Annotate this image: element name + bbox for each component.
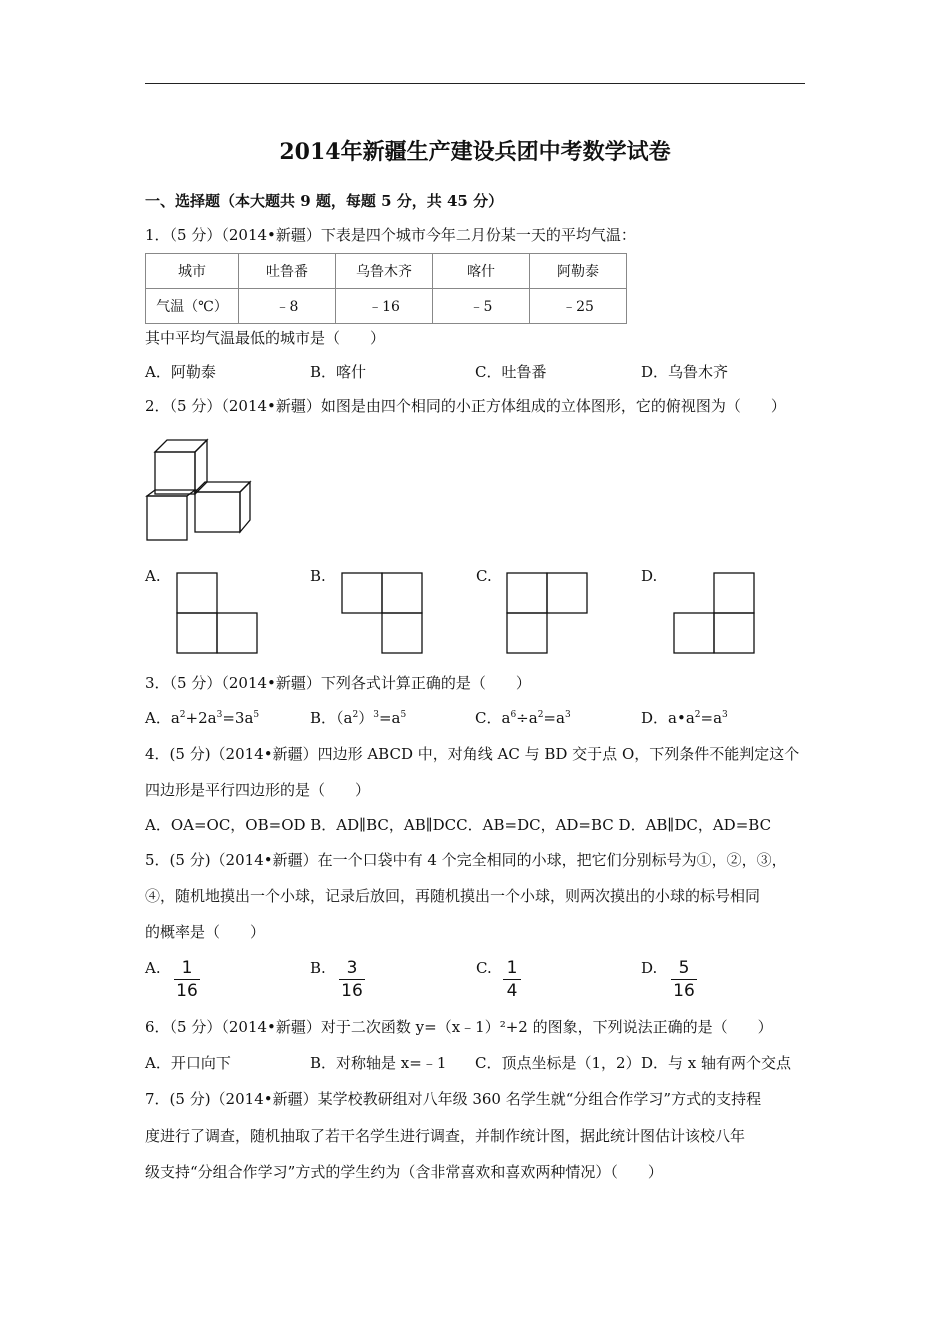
q6-option-b: B．对称轴是 x=﹣1	[310, 1054, 447, 1072]
temperature-table	[145, 253, 627, 324]
cube-solid-figure	[143, 436, 255, 544]
section-heading: 一、选择题（本大题共 9 题，每题 5 分，共 45 分）	[145, 192, 504, 210]
q7-stem-line2: 度进行了调查，随机抽取了若干名学生进行调查，并制作统计图，据此统计图估计该校八年	[145, 1127, 746, 1145]
top-view-option-a	[176, 572, 260, 654]
q7-stem-line1: 7．(5 分)（2014•新疆）某学校教研组对八年级 360 名学生就“分组合作学习”方式的支持程	[145, 1090, 762, 1108]
table-cell: ﹣25	[530, 289, 627, 324]
q1-option-a: A．阿勒泰	[145, 363, 216, 381]
q5-stem-line3: 的概率是（ ）	[145, 923, 266, 941]
table-cell: ﹣5	[433, 289, 530, 324]
table-row	[146, 289, 627, 324]
q2-stem: 2．（5 分）（2014•新疆）如图是由四个相同的小正方体组成的立体图形，它的俯视图为（ ）	[145, 397, 786, 415]
q3-option-a: A．$a^2+2a^3=3a^5$	[145, 709, 260, 727]
q3-stem: 3．（5 分）（2014•新疆）下列各式计算正确的是（ ）	[145, 674, 531, 692]
q7-stem-line3: 级支持“分组合作学习”方式的学生约为（含非常喜欢和喜欢两种情况）（ ）	[145, 1163, 663, 1181]
q5-option-d-fraction: 5 16	[671, 958, 697, 1001]
q3-option-c: C．$a^6\div a^2=a^3$	[475, 709, 571, 727]
q5-stem-line2: ④，随机地摸出一个小球，记录后放回，再随机摸出一个小球，则两次摸出的小球的标号相同	[145, 887, 761, 905]
q1-option-b: B．喀什	[310, 363, 367, 381]
table-cell: 阿勒泰	[530, 254, 627, 289]
q6-option-c: C．顶点坐标是（1，2）	[475, 1054, 641, 1072]
q5-option-b-label: B.	[310, 959, 326, 977]
table-cell: 城市	[146, 254, 239, 289]
q2-option-d-label: D.	[641, 567, 658, 585]
q5-option-b-fraction: 3 16	[339, 958, 365, 1001]
q1-stem: 1．（5 分）（2014•新疆）下表是四个城市今年二月份某一天的平均气温：	[145, 226, 636, 244]
q5-option-a-label: A.	[145, 959, 161, 977]
q2-option-b-label: B.	[310, 567, 326, 585]
table-cell: 吐鲁番	[239, 254, 336, 289]
q6-option-a: A．开口向下	[145, 1054, 231, 1072]
table-cell: 乌鲁木齐	[336, 254, 433, 289]
q2-option-a-label: A.	[145, 567, 161, 585]
q3-option-b: B．$(a^2)^3=a^5$	[310, 709, 407, 727]
q2-option-c-label: C.	[476, 567, 492, 585]
q1-question: 其中平均气温最低的城市是（ ）	[145, 329, 386, 347]
q5-option-a-fraction: 1 16	[174, 958, 200, 1001]
page-title: 2014年新疆生产建设兵团中考数学试卷	[279, 139, 671, 165]
q4-options: A．OA=OC，OB=OD B．AD∥BC，AB∥DCC．AB=DC，AD=BC D．AB∥DC，AD=BC	[145, 816, 772, 834]
table-row	[146, 254, 627, 289]
table-cell: ﹣8	[239, 289, 336, 324]
table-cell: 气温（℃）	[146, 289, 239, 324]
top-view-option-d	[673, 572, 755, 654]
q3-option-d: D．$a•a^2=a^3$	[641, 709, 728, 727]
top-view-option-b	[341, 572, 423, 654]
q5-option-c-fraction: 1 4	[503, 958, 521, 1001]
q5-option-d-label: D.	[641, 959, 658, 977]
header-rule	[145, 83, 805, 84]
top-view-option-c	[506, 572, 588, 654]
q5-option-c-label: C.	[476, 959, 492, 977]
q6-option-d: D．与 x 轴有两个交点	[641, 1054, 792, 1072]
q6-stem: 6．（5 分）（2014•新疆）对于二次函数 y=（x﹣1）²+2 的图象，下列说法正确的是（ ）	[145, 1018, 773, 1036]
q5-stem-line1: 5．(5 分)（2014•新疆）在一个口袋中有 4 个完全相同的小球，把它们分别标号为①，②，③，	[145, 851, 787, 869]
table-cell: 喀什	[433, 254, 530, 289]
q1-option-c: C．吐鲁番	[475, 363, 547, 381]
q1-option-d: D．乌鲁木齐	[641, 363, 729, 381]
q4-stem-line1: 4．(5 分)（2014•新疆）四边形 ABCD 中，对角线 AC 与 BD 交于点 O，下列条件不能判定这个	[145, 745, 800, 763]
q4-stem-line2: 四边形是平行四边形的是（ ）	[145, 781, 371, 799]
table-cell: ﹣16	[336, 289, 433, 324]
